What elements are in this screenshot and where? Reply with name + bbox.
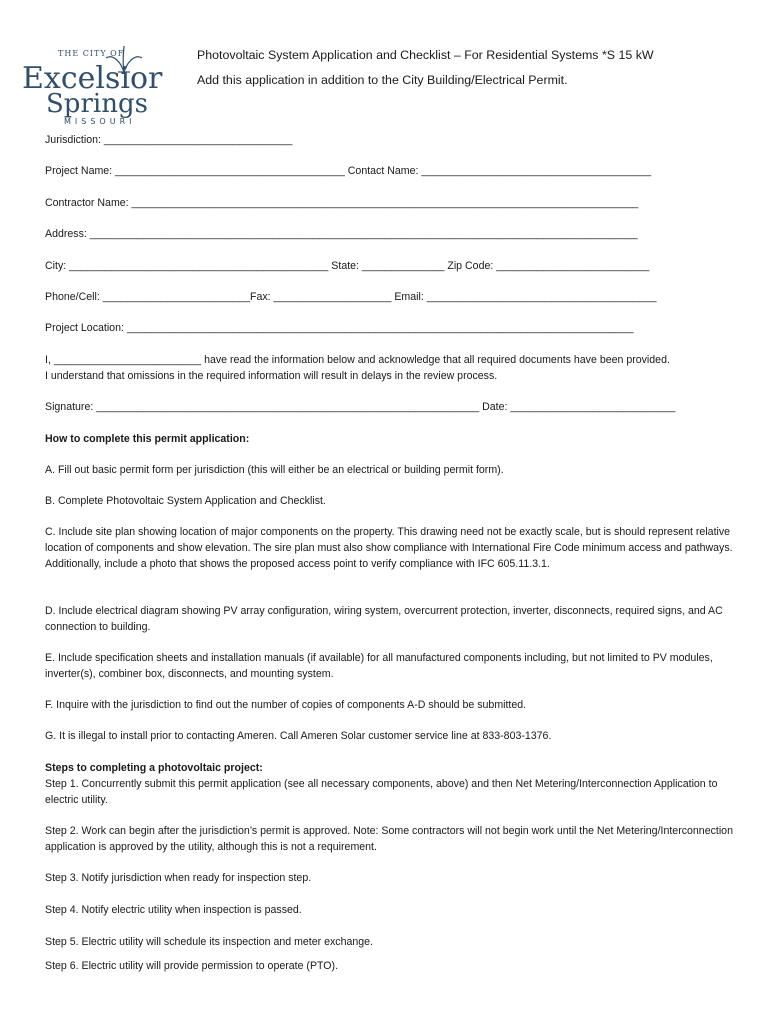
logo-city-of: THE CITY OF bbox=[58, 49, 125, 58]
howto-item-b: B. Complete Photovoltaic System Application and Checklist. bbox=[45, 495, 326, 507]
page-title: Photovoltaic System Application and Checklist – For Residential Systems *S 15 kW bbox=[197, 48, 654, 62]
signature-date-field[interactable]: Signature: _________________________________________________________________ Date: ____________________________ bbox=[45, 401, 676, 413]
howto-item-e: E. Include specification sheets and installation manuals (if available) for all manufactured components including, but not limited to PV modules, inverter(s), combiner box, disconnects, and mounting system. bbox=[45, 652, 713, 680]
howto-item-g: G. It is illegal to install prior to contacting Ameren. Call Ameren Solar customer service line at 833-803-1376. bbox=[45, 730, 552, 742]
howto-item-f: F. Inquire with the jurisdiction to find out the number of copies of components A-D should be submitted. bbox=[45, 699, 527, 711]
contractor-field[interactable]: Contractor Name: ______________________________________________________________________________________ bbox=[45, 197, 639, 209]
acknowledgement-line[interactable]: I, _________________________ have read the information below and acknowledge that all required documents have been provided. bbox=[45, 354, 670, 366]
step-4: Step 4. Notify electric utility when inspection is passed. bbox=[45, 904, 302, 916]
page-subtitle: Add this application in addition to the City Building/Electrical Permit. bbox=[197, 73, 568, 87]
steps-heading: Steps to completing a photovoltaic project: bbox=[45, 762, 263, 774]
city-logo bbox=[20, 42, 164, 128]
jurisdiction-field[interactable]: Jurisdiction: ________________________________ bbox=[45, 134, 293, 146]
step-3: Step 3. Notify jurisdiction when ready for inspection step. bbox=[45, 872, 312, 884]
project-contact-field[interactable]: Project Name: _______________________________________ Contact Name: _______________________________________ bbox=[45, 165, 652, 177]
howto-item-c: C. Include site plan showing location of major components on the property. This drawing need not be exactly scale, but is should represent relative location of components and show elevation. The sire plan must also show compliance with International Fire Code minimum access and pathways. Additionally, include a photo that shows the proposed access point to verify compliance with IFC 605.11.3.1. bbox=[45, 526, 733, 570]
howto-item-d: D. Include electrical diagram showing PV array configuration, wiring system, overcurrent protection, inverter, disconnects, required signs, and AC connection to building. bbox=[45, 605, 723, 633]
logo-springs: Springs bbox=[46, 89, 148, 119]
acknowledgement-note: I understand that omissions in the required information will result in delays in the review process. bbox=[45, 370, 498, 382]
step-1: Step 1. Concurrently submit this permit application (see all necessary components, above) and then Net Metering/Interconnection Application to electric utility. bbox=[45, 778, 718, 806]
phone-fax-email-field[interactable]: Phone/Cell: _________________________Fax: ____________________ Email: _______________________________________ bbox=[45, 291, 657, 303]
address-field[interactable]: Address: _____________________________________________________________________________________________ bbox=[45, 228, 638, 240]
city-state-zip-field[interactable]: City: ____________________________________________ State: ______________ Zip Code: __________________________ bbox=[45, 260, 650, 272]
logo-missouri: MISSOURI bbox=[64, 117, 136, 126]
logo-excelsior: Excelsior bbox=[22, 61, 163, 96]
step-2: Step 2. Work can begin after the jurisdiction’s permit is approved. Note: Some contractors will not begin work until the Net Metering/Interconnection application is approved by the utility, although this is not a requirement. bbox=[45, 825, 733, 853]
step-6: Step 6. Electric utility will provide permission to operate (PTO). bbox=[45, 960, 339, 972]
howto-heading: How to complete this permit application: bbox=[45, 433, 250, 445]
project-location-field[interactable]: Project Location: ______________________________________________________________________________________ bbox=[45, 322, 634, 334]
step-5: Step 5. Electric utility will schedule its inspection and meter exchange. bbox=[45, 936, 373, 948]
howto-item-a: A. Fill out basic permit form per jurisdiction (this will either be an electrical or building permit form). bbox=[45, 464, 504, 476]
